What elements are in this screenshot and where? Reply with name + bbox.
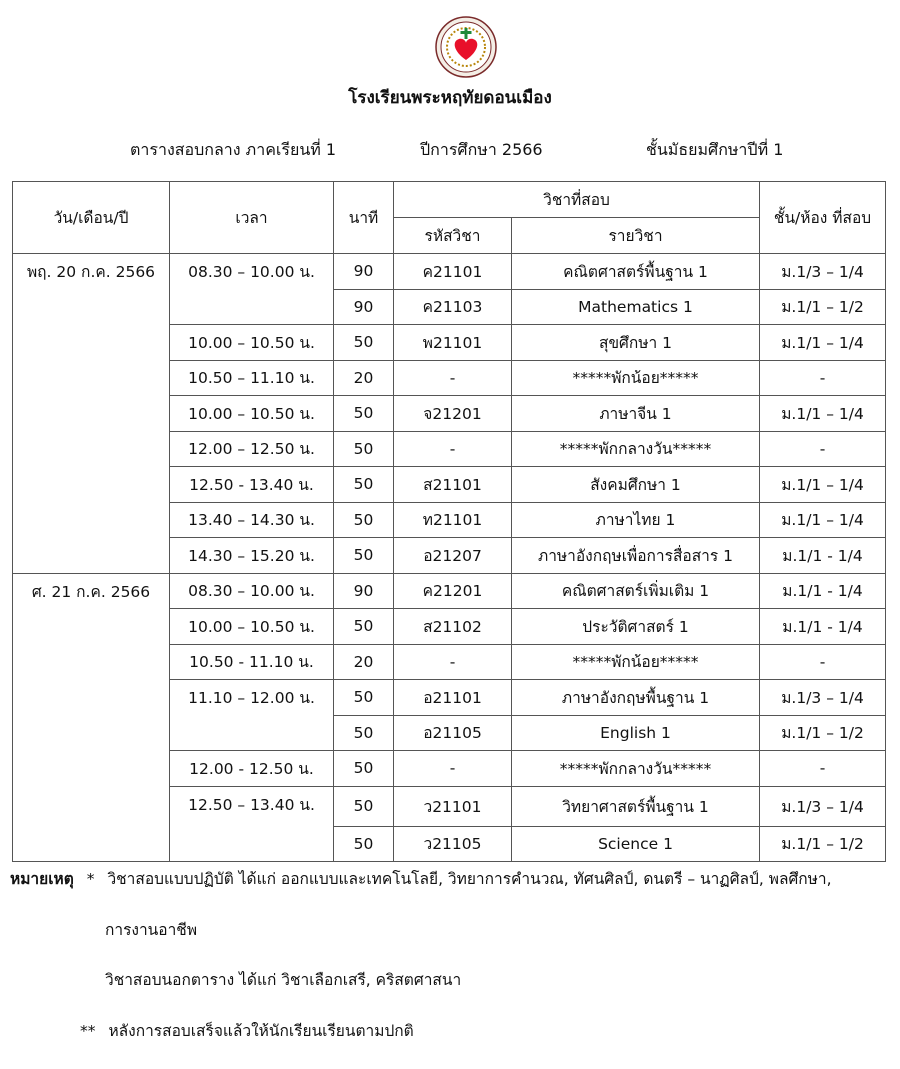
code-cell: อ21101 <box>394 680 512 716</box>
notes-text: หลังการสอบเสร็จแล้วให้นักเรียนเรียนตามปกติ <box>108 1022 414 1040</box>
code-cell: ค21201 <box>394 573 512 609</box>
notes-line-1 <box>10 866 832 891</box>
time-cell: 12.50 – 13.40 น. <box>170 786 334 826</box>
code-cell: ส21102 <box>394 609 512 645</box>
code-cell: พ21101 <box>394 325 512 361</box>
exam-schedule-table <box>12 181 886 862</box>
minutes-cell: 50 <box>334 680 394 716</box>
subject-cell: คณิตศาสตร์เพิ่มเติม 1 <box>512 573 760 609</box>
time-cell: 14.30 – 15.20 น. <box>170 538 334 574</box>
room-cell: ม.1/1 – 1/4 <box>760 502 886 538</box>
room-cell: - <box>760 751 886 787</box>
subject-cell: Mathematics 1 <box>512 289 760 325</box>
notes-line-3: วิชาสอบนอกตาราง ได้แก่ วิชาเลือกเสรี, คริสตศาสนา <box>105 971 462 989</box>
code-cell: - <box>394 751 512 787</box>
time-cell: 10.00 – 10.50 น. <box>170 609 334 645</box>
room-cell: - <box>760 360 886 396</box>
time-cell: 10.00 – 10.50 น. <box>170 396 334 432</box>
minutes-cell: 50 <box>334 502 394 538</box>
room-cell: ม.1/1 – 1/2 <box>760 715 886 751</box>
subject-cell: *****พักน้อย***** <box>512 644 760 680</box>
room-cell: ม.1/3 – 1/4 <box>760 254 886 290</box>
time-cell: 12.50 - 13.40 น. <box>170 467 334 503</box>
minutes-cell: 20 <box>334 360 394 396</box>
code-cell: อ21105 <box>394 715 512 751</box>
table-row <box>13 254 886 290</box>
time-cell: 13.40 – 14.30 น. <box>170 502 334 538</box>
code-cell: - <box>394 644 512 680</box>
time-cell: 12.00 - 12.50 น. <box>170 751 334 787</box>
academic-year: ปีการศึกษา 2566 <box>420 140 543 159</box>
minutes-cell: 50 <box>334 826 394 862</box>
subject-cell: ภาษาไทย 1 <box>512 502 760 538</box>
minutes-cell: 50 <box>334 325 394 361</box>
code-cell: - <box>394 431 512 467</box>
code-cell: ว21105 <box>394 826 512 862</box>
minutes-cell: 20 <box>334 644 394 680</box>
subject-cell: *****พักกลางวัน***** <box>512 431 760 467</box>
grade-level: ชั้นมัธยมศึกษาปีที่ 1 <box>646 140 784 159</box>
subject-cell: English 1 <box>512 715 760 751</box>
room-cell: ม.1/1 – 1/4 <box>760 467 886 503</box>
code-cell: - <box>394 360 512 396</box>
school-name: โรงเรียนพระหฤทัยดอนเมือง <box>348 88 552 108</box>
time-cell: 08.30 – 10.00 น. <box>170 573 334 609</box>
code-cell: จ21201 <box>394 396 512 432</box>
subject-cell: *****พักน้อย***** <box>512 360 760 396</box>
time-cell <box>170 826 334 862</box>
date-cell: พฤ. 20 ก.ค. 2566 <box>13 254 170 574</box>
minutes-cell: 50 <box>334 431 394 467</box>
code-cell: ส21101 <box>394 467 512 503</box>
room-cell: ม.1/3 – 1/4 <box>760 680 886 716</box>
room-cell: ม.1/1 – 1/4 <box>760 325 886 361</box>
minutes-cell: 50 <box>334 538 394 574</box>
subject-cell: *****พักกลางวัน***** <box>512 751 760 787</box>
minutes-cell: 50 <box>334 786 394 826</box>
notes-line-4 <box>80 1018 414 1043</box>
room-cell: ม.1/1 – 1/2 <box>760 289 886 325</box>
header-date: วัน/เดือน/ปี <box>13 182 170 254</box>
notes-star: * <box>86 870 95 888</box>
time-cell: 11.10 – 12.00 น. <box>170 680 334 751</box>
subject-cell: ภาษาอังกฤษพื้นฐาน 1 <box>512 680 760 716</box>
notes-star: ** <box>80 1022 96 1040</box>
date-cell: ศ. 21 ก.ค. 2566 <box>13 573 170 862</box>
time-cell: 10.50 - 11.10 น. <box>170 644 334 680</box>
code-cell: ว21101 <box>394 786 512 826</box>
header-minutes: นาที <box>334 182 394 254</box>
time-cell: 10.50 – 11.10 น. <box>170 360 334 396</box>
code-cell: ค21101 <box>394 254 512 290</box>
header-subject-name: รายวิชา <box>512 218 760 254</box>
notes-text: วิชาสอบแบบปฏิบัติ ได้แก่ ออกแบบและเทคโนโลยี, วิทยาการคำนวณ, ทัศนศิลป์, ดนตรี – นาฏศิลป์, พลศึกษา, <box>107 870 832 888</box>
header-subject-group: วิชาที่สอบ <box>394 182 760 218</box>
minutes-cell: 50 <box>334 715 394 751</box>
room-cell: ม.1/1 - 1/4 <box>760 609 886 645</box>
header-code: รหัสวิชา <box>394 218 512 254</box>
subject-cell: คณิตศาสตร์พื้นฐาน 1 <box>512 254 760 290</box>
table-row <box>13 573 886 609</box>
header-room: ชั้น/ห้อง ที่สอบ <box>760 182 886 254</box>
room-cell: - <box>760 644 886 680</box>
subject-cell: ภาษาอังกฤษเพื่อการสื่อสาร 1 <box>512 538 760 574</box>
minutes-cell: 50 <box>334 609 394 645</box>
notes-label: หมายเหตุ <box>10 870 74 888</box>
minutes-cell: 50 <box>334 751 394 787</box>
room-cell: ม.1/1 - 1/4 <box>760 573 886 609</box>
room-cell: ม.1/1 – 1/2 <box>760 826 886 862</box>
room-cell: ม.1/1 – 1/4 <box>760 396 886 432</box>
subject-cell: สุขศึกษา 1 <box>512 325 760 361</box>
subject-cell: ประวัติศาสตร์ 1 <box>512 609 760 645</box>
time-cell: 12.00 – 12.50 น. <box>170 431 334 467</box>
minutes-cell: 90 <box>334 289 394 325</box>
subject-cell: ภาษาจีน 1 <box>512 396 760 432</box>
code-cell: ค21103 <box>394 289 512 325</box>
code-cell: อ21207 <box>394 538 512 574</box>
school-seal-heart-icon <box>435 16 497 78</box>
minutes-cell: 50 <box>334 467 394 503</box>
code-cell: ท21101 <box>394 502 512 538</box>
subject-cell: สังคมศึกษา 1 <box>512 467 760 503</box>
exam-term-title: ตารางสอบกลาง ภาคเรียนที่ 1 <box>130 140 337 159</box>
minutes-cell: 50 <box>334 396 394 432</box>
time-cell: 08.30 – 10.00 น. <box>170 254 334 325</box>
notes-line-2: การงานอาชีพ <box>105 921 198 939</box>
room-cell: ม.1/3 – 1/4 <box>760 786 886 826</box>
room-cell: - <box>760 431 886 467</box>
header-time: เวลา <box>170 182 334 254</box>
subject-cell: Science 1 <box>512 826 760 862</box>
time-cell: 10.00 – 10.50 น. <box>170 325 334 361</box>
minutes-cell: 90 <box>334 573 394 609</box>
minutes-cell: 90 <box>334 254 394 290</box>
subject-cell: วิทยาศาสตร์พื้นฐาน 1 <box>512 786 760 826</box>
room-cell: ม.1/1 - 1/4 <box>760 538 886 574</box>
